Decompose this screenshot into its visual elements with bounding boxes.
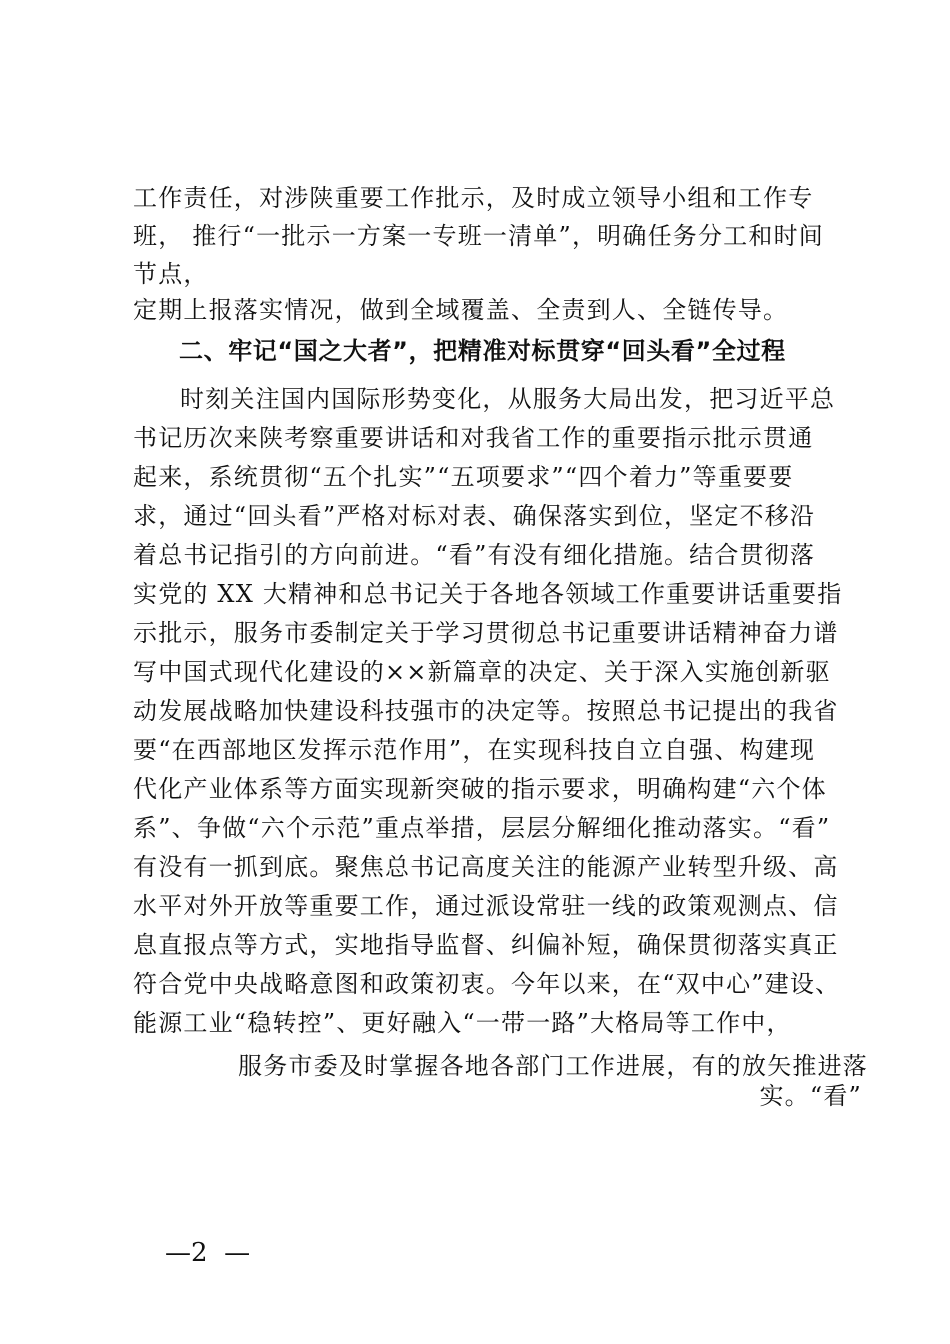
- tail-line: 服务市委及时掌握各地各部门工作进展，有的放矢推进落: [238, 1052, 868, 1080]
- paragraph-line: 示批示，服务市委制定关于学习贯彻总书记重要讲话精神奋力谱: [133, 619, 839, 647]
- paragraph-line: 有没有一抓到底。聚焦总书记高度关注的能源产业转型升级、高: [133, 853, 839, 881]
- paragraph-line: 着总书记指引的方向前进。“看”有没有细化措施。结合贯彻落: [133, 541, 816, 569]
- paragraph-line: 书记历次来陕考察重要讲话和对我省工作的重要指示批示贯通: [133, 424, 814, 452]
- paragraph-line: 能源工业“稳转控”、更好融入“一带一路”大格局等工作中，: [133, 1009, 792, 1037]
- paragraph-line: 要“在西部地区发挥示范作用”，在实现科技自立自强、构建现: [133, 736, 816, 764]
- paragraph-line: 代化产业体系等方面实现新突破的指示要求，明确构建“六个体: [133, 775, 827, 803]
- paragraph-line: 息直报点等方式，实地指导监督、纠偏补短，确保贯彻落实真正: [133, 931, 839, 959]
- paragraph-line: 写中国式现代化建设的××新篇章的决定、关于深入实施创新驱: [133, 658, 831, 686]
- paragraph-line: 节点，: [133, 260, 209, 288]
- page-number: —2 —: [165, 1238, 251, 1268]
- paragraph-line: 定期上报落实情况，做到全域覆盖、全责到人、全链传导。: [133, 296, 789, 324]
- paragraph-line: 实党的 XX 大精神和总书记关于各地各领域工作重要讲话重要指: [133, 580, 843, 608]
- paragraph-line: 符合党中央战略意图和政策初衷。今年以来，在“双中心”建设、: [133, 970, 841, 998]
- tail-line: 实。“看”: [759, 1082, 862, 1110]
- paragraph-line: 工作责任，对涉陕重要工作批示，及时成立领导小组和工作专: [133, 184, 814, 212]
- paragraph-line: 起来，系统贯彻“五个扎实”“五项要求”“四个着力”等重要要: [133, 463, 794, 491]
- paragraph-line: 时刻关注国内国际形势变化，从服务大局出发，把习近平总: [180, 385, 836, 413]
- paragraph-line: 求，通过“回头看”严格对标对表、确保落实到位，坚定不移沿: [133, 502, 816, 530]
- section-heading: 二、牢记“国之大者”，把精准对标贯穿“回头看”全过程: [179, 337, 786, 365]
- paragraph-line: 水平对外开放等重要工作，通过派设常驻一线的政策观测点、信: [133, 892, 839, 920]
- paragraph-line: 系”、争做“六个示范”重点举措，层层分解细化推动落实。“看”: [133, 814, 831, 842]
- paragraph-line: 动发展战略加快建设科技强市的决定等。按照总书记提出的我省: [133, 697, 839, 725]
- paragraph-line: 班， 推行“一批示一方案一专班一清单”，明确任务分工和时间: [133, 222, 824, 250]
